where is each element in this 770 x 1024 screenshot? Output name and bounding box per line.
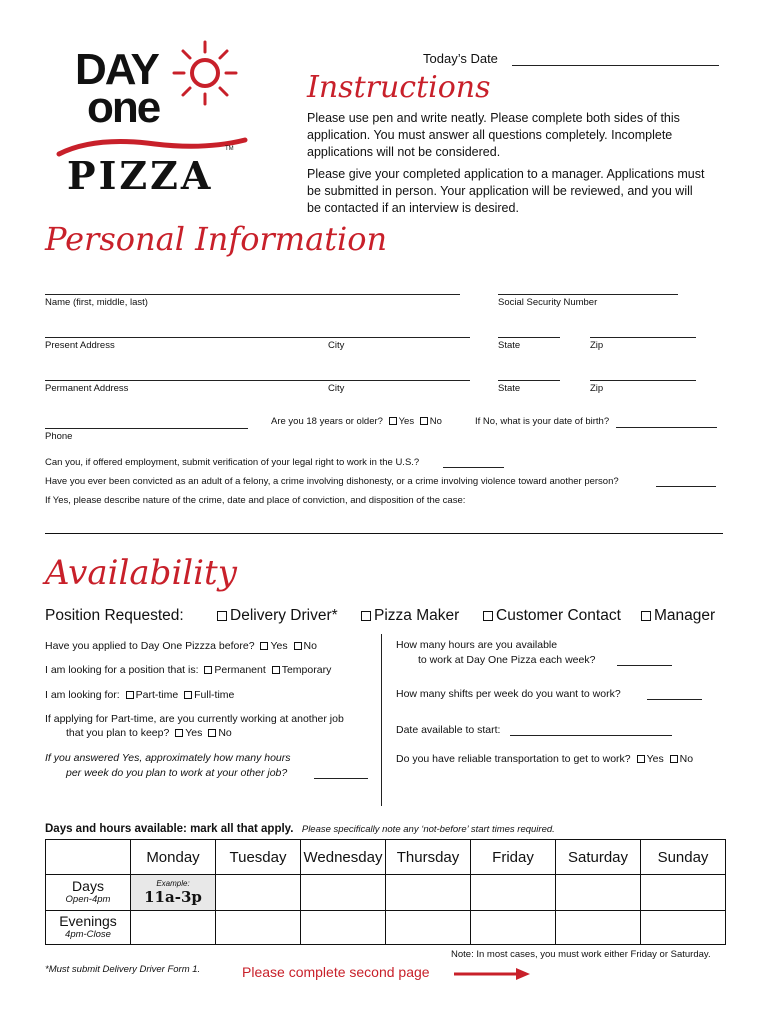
next-page-note: Please complete second page	[242, 964, 430, 980]
day-header-wednesday: Wednesday	[301, 840, 386, 875]
transportation-text: Do you have reliable transportation to get to work?	[396, 753, 631, 765]
hours-available-line1: How many hours are you available	[396, 639, 558, 651]
position-manager-label: Manager	[654, 607, 716, 624]
arrow-right-icon	[452, 966, 532, 982]
schedule-heading	[45, 819, 555, 837]
full-time-label: Full-time	[194, 689, 235, 701]
felony-detail-field[interactable]	[45, 533, 723, 534]
instructions-paragraph-1: Please use pen and write neatly. Please complete both sides of this application. You must answer all questions completely. Incomplete applications will not be considered.	[307, 111, 680, 159]
row-label-evenings-sub: 4pm-Close	[65, 928, 111, 940]
applied-before-question	[45, 640, 317, 652]
transport-yes-label: Yes	[646, 753, 664, 765]
other-job-no-label: No	[218, 727, 232, 739]
schedule-heading-text: Days and hours available: mark all that apply.	[45, 823, 294, 835]
todays-date-label: Today’s Date	[423, 51, 498, 66]
sun-icon	[170, 40, 240, 110]
age-question-text: Are you 18 years or older?	[271, 416, 383, 427]
part-time-question-line1: If applying for Part-time, are you currently working at another job	[45, 713, 344, 725]
instructions-paragraph-2: Please give your completed application to a manager. Applications must be submitted in person. Your application will be reviewed, and you will be contacted if an interview is desired.	[307, 167, 705, 215]
work-verification-question: Can you, if offered employment, submit verification of your legal right to work in the U.S.?	[45, 457, 420, 468]
cell-days-monday[interactable]	[131, 875, 216, 911]
age-yes-label: Yes	[398, 416, 415, 427]
position-requested	[45, 607, 184, 625]
position-pizza-maker-label: Pizza Maker	[374, 607, 460, 624]
example-value: 11a-3p	[144, 888, 202, 906]
position-type-question	[45, 664, 331, 676]
part-time-question-text: that you plan to keep?	[66, 727, 170, 739]
cell-days-wednesday[interactable]	[301, 875, 386, 911]
present-state-field[interactable]	[498, 337, 560, 338]
permanent-checkbox[interactable]	[204, 666, 212, 674]
transport-yes-checkbox[interactable]	[637, 755, 645, 763]
day-header-friday: Friday	[471, 840, 556, 875]
cell-days-tuesday[interactable]	[216, 875, 301, 911]
felony-field[interactable]	[656, 486, 716, 487]
other-job-yes-checkbox[interactable]	[175, 729, 183, 737]
applied-before-text: Have you applied to Day One Pizzza before?	[45, 640, 255, 652]
ssn-field[interactable]	[498, 294, 678, 295]
name-label: Name (first, middle, last)	[45, 297, 148, 308]
transport-no-checkbox[interactable]	[670, 755, 678, 763]
instructions-title: Instructions	[307, 70, 491, 105]
permanent-label: Permanent	[214, 664, 266, 676]
day-header-monday: Monday	[131, 840, 216, 875]
position-label: Position Requested:	[45, 607, 184, 624]
cell-evenings-friday[interactable]	[471, 911, 556, 945]
permanent-address-field[interactable]	[45, 380, 470, 381]
start-date-field[interactable]	[510, 735, 672, 736]
age-yes-checkbox[interactable]	[389, 417, 397, 425]
transportation-question	[396, 753, 693, 765]
other-job-yes-label: Yes	[185, 727, 203, 739]
row-label-days	[46, 875, 131, 911]
personal-info-title: Personal Information	[45, 220, 388, 258]
table-row	[46, 875, 726, 911]
table-corner-cell	[46, 840, 131, 875]
position-customer-contact-label: Customer Contact	[496, 607, 621, 624]
present-address-label: Present Address	[45, 340, 115, 351]
applied-no-label: No	[303, 640, 317, 652]
present-city-label: City	[328, 340, 345, 351]
cell-days-friday[interactable]	[471, 875, 556, 911]
schedule-heading-note: Please specifically note any ‘not-before’ start times required.	[301, 824, 555, 835]
name-field[interactable]	[45, 294, 460, 295]
start-date-label: Date available to start:	[396, 724, 501, 736]
availability-divider	[381, 634, 382, 806]
logo-tm: TM	[225, 146, 234, 152]
cell-days-thursday[interactable]	[386, 875, 471, 911]
work-verification-field[interactable]	[443, 467, 504, 468]
table-header-row	[46, 840, 726, 875]
position-option-pizza-maker[interactable]	[361, 607, 459, 625]
day-header-tuesday: Tuesday	[216, 840, 301, 875]
checkbox-icon[interactable]	[217, 611, 227, 621]
other-job-hours-field[interactable]	[314, 778, 368, 779]
position-delivery-label: Delivery Driver*	[230, 607, 338, 624]
transport-no-label: No	[679, 753, 694, 765]
applied-yes-label: Yes	[270, 640, 288, 652]
felony-question: Have you ever been convicted as an adult of a felony, a crime involving dishonesty, or a crime involving violence toward another person?	[45, 476, 619, 487]
permanent-zip-field[interactable]	[590, 380, 696, 381]
age-no-label: No	[429, 416, 442, 427]
position-option-customer-contact[interactable]	[483, 607, 621, 625]
permanent-city-label: City	[328, 383, 345, 394]
temporary-checkbox[interactable]	[272, 666, 280, 674]
day-header-thursday: Thursday	[386, 840, 471, 875]
permanent-state-field[interactable]	[498, 380, 560, 381]
position-option-manager[interactable]	[641, 607, 715, 625]
todays-date-field[interactable]	[512, 65, 719, 66]
other-job-no-checkbox[interactable]	[208, 729, 216, 737]
logo-one: one	[87, 83, 160, 132]
applied-yes-checkbox[interactable]	[260, 642, 268, 650]
row-label-evenings-title: Evenings	[59, 912, 117, 929]
temporary-label: Temporary	[281, 664, 332, 676]
cell-days-sunday[interactable]	[641, 875, 726, 911]
logo-day: DAY	[75, 45, 158, 94]
day-header-saturday: Saturday	[556, 840, 641, 875]
cell-days-saturday[interactable]	[556, 875, 641, 911]
checkbox-icon[interactable]	[361, 611, 371, 621]
shifts-field[interactable]	[647, 699, 702, 700]
hours-available-line2: to work at Day One Pizza each week?	[418, 654, 596, 666]
ssn-label: Social Security Number	[498, 297, 598, 308]
shifts-question: How many shifts per week do you want to work?	[396, 688, 621, 700]
position-option-delivery[interactable]	[217, 607, 338, 625]
felony-detail-question: If Yes, please describe nature of the crime, date and place of conviction, and disposition of the case:	[45, 495, 466, 506]
part-time-checkbox[interactable]	[126, 691, 134, 699]
cell-evenings-wednesday[interactable]	[301, 911, 386, 945]
part-time-label: Part-time	[135, 689, 179, 701]
cell-evenings-monday[interactable]	[131, 911, 216, 945]
present-state-label: State	[498, 340, 521, 351]
logo-pizza: PIZZA	[67, 153, 214, 198]
schedule-note: Note: In most cases, you must work either Friday or Saturday.	[451, 949, 711, 960]
availability-table	[45, 839, 726, 945]
checkbox-icon[interactable]	[483, 611, 493, 621]
other-job-hours-line2: per week do you plan to work at your other job?	[66, 767, 288, 779]
dob-field[interactable]	[616, 427, 717, 428]
day-header-sunday: Sunday	[641, 840, 726, 875]
permanent-address-label: Permanent Address	[45, 383, 129, 394]
applied-no-checkbox[interactable]	[294, 642, 302, 650]
present-zip-field[interactable]	[590, 337, 696, 338]
checkbox-icon[interactable]	[641, 611, 651, 621]
present-zip-label: Zip	[590, 340, 604, 351]
table-row	[46, 911, 726, 945]
present-address-field[interactable]	[45, 337, 470, 338]
phone-field[interactable]	[45, 428, 248, 429]
permanent-zip-label: Zip	[590, 383, 604, 394]
dob-question: If No, what is your date of birth?	[475, 416, 610, 427]
hours-type-text: I am looking for:	[45, 689, 120, 701]
example-label: Example:	[156, 879, 190, 888]
age-question	[271, 416, 442, 427]
cell-evenings-saturday[interactable]	[556, 911, 641, 945]
driver-note: *Must submit Delivery Driver Form 1.	[45, 964, 201, 975]
cell-evenings-thursday[interactable]	[386, 911, 471, 945]
row-label-days-title: Days	[72, 877, 104, 894]
row-label-evenings	[46, 911, 131, 945]
permanent-state-label: State	[498, 383, 521, 394]
age-no-checkbox[interactable]	[420, 417, 428, 425]
hours-type-question	[45, 689, 234, 701]
phone-label: Phone	[45, 431, 73, 442]
cell-evenings-sunday[interactable]	[641, 911, 726, 945]
cell-evenings-tuesday[interactable]	[216, 911, 301, 945]
row-label-days-sub: Open-4pm	[65, 893, 111, 905]
logo	[55, 40, 255, 200]
part-time-question-line2	[66, 727, 232, 739]
other-job-hours-line1: If you answered Yes, approximately how many hours	[45, 752, 291, 764]
position-type-text: I am looking for a position that is:	[45, 664, 199, 676]
full-time-checkbox[interactable]	[184, 691, 192, 699]
availability-title: Availability	[45, 553, 237, 593]
hours-available-field[interactable]	[617, 665, 672, 666]
